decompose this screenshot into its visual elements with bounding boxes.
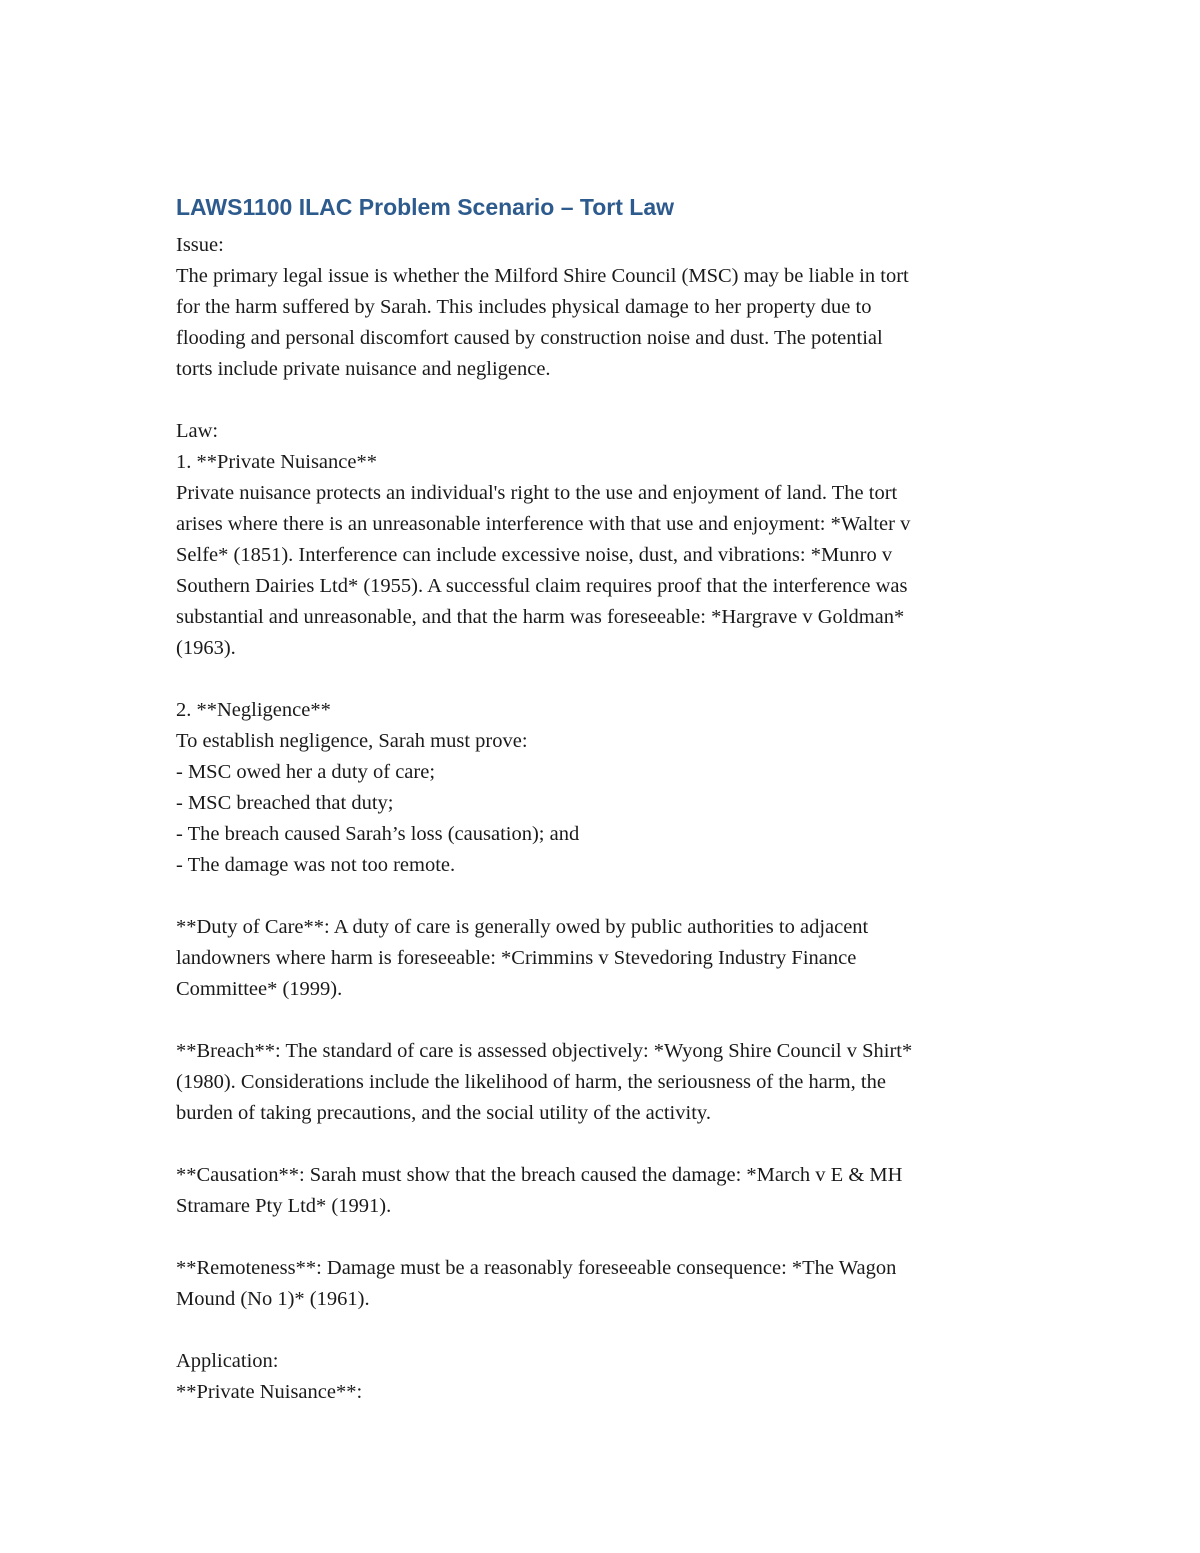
nuisance-line: (1963). [176,637,236,659]
issue-line: torts include private nuisance and negligence. [176,358,551,380]
paragraph-gap [176,1315,1036,1346]
duty-line: **Duty of Care**: A duty of care is generally owed by public authorities to adjacent [176,916,869,938]
paragraph-gap [176,1129,1036,1160]
causation-line: **Causation**: Sarah must show that the breach caused the damage: *March v E & MH [176,1164,903,1186]
negligence-intro: To establish negligence, Sarah must prove: [176,730,528,752]
nuisance-line: substantial and unreasonable, and that the harm was foreseeable: *Hargrave v Goldman* [176,606,905,628]
issue-line: The primary legal issue is whether the Milford Shire Council (MSC) may be liable in tort [176,265,909,287]
breach-line: (1980). Considerations include the likelihood of harm, the seriousness of the harm, the [176,1071,886,1093]
application-subheading: **Private Nuisance**: [176,1381,363,1403]
nuisance-line: Southern Dairies Ltd* (1955). A successful claim requires proof that the interference was [176,575,908,597]
negligence-heading: 2. **Negligence** [176,699,331,721]
duty-line: Committee* (1999). [176,978,343,1000]
issue-line: for the harm suffered by Sarah. This includes physical damage to her property due to [176,296,872,318]
issue-heading: Issue: [176,234,224,256]
document-page [176,190,1036,1408]
negligence-element: - MSC breached that duty; [176,792,394,814]
nuisance-line: Private nuisance protects an individual's right to the use and enjoyment of land. The tort [176,482,898,504]
paragraph-gap [176,1222,1036,1253]
negligence-element: - The damage was not too remote. [176,854,456,876]
paragraph-gap [176,881,1036,912]
negligence-element: - The breach caused Sarah’s loss (causation); and [176,823,580,845]
law-heading: Law: [176,420,219,442]
nuisance-line: Selfe* (1851). Interference can include excessive noise, dust, and vibrations: *Munro v [176,544,893,566]
application-heading: Application: [176,1350,279,1372]
remoteness-line: **Remoteness**: Damage must be a reasonably foreseeable consequence: *The Wagon [176,1257,897,1279]
remoteness-line: Mound (No 1)* (1961). [176,1288,370,1310]
paragraph-gap [176,1005,1036,1036]
duty-line: landowners where harm is foreseeable: *Crimmins v Stevedoring Industry Finance [176,947,857,969]
breach-line: burden of taking precautions, and the social utility of the activity. [176,1102,711,1124]
nuisance-line: arises where there is an unreasonable interference with that use and enjoyment: *Walter v [176,513,911,535]
negligence-element: - MSC owed her a duty of care; [176,761,436,783]
paragraph-gap [176,385,1036,416]
nuisance-heading: 1. **Private Nuisance** [176,451,377,473]
issue-line: flooding and personal discomfort caused by construction noise and dust. The potential [176,327,883,349]
paragraph-gap [176,664,1036,695]
breach-line: **Breach**: The standard of care is assessed objectively: *Wyong Shire Council v Shirt* [176,1040,913,1062]
causation-line: Stramare Pty Ltd* (1991). [176,1195,392,1217]
document-title: LAWS1100 ILAC Problem Scenario – Tort Law [176,194,675,220]
